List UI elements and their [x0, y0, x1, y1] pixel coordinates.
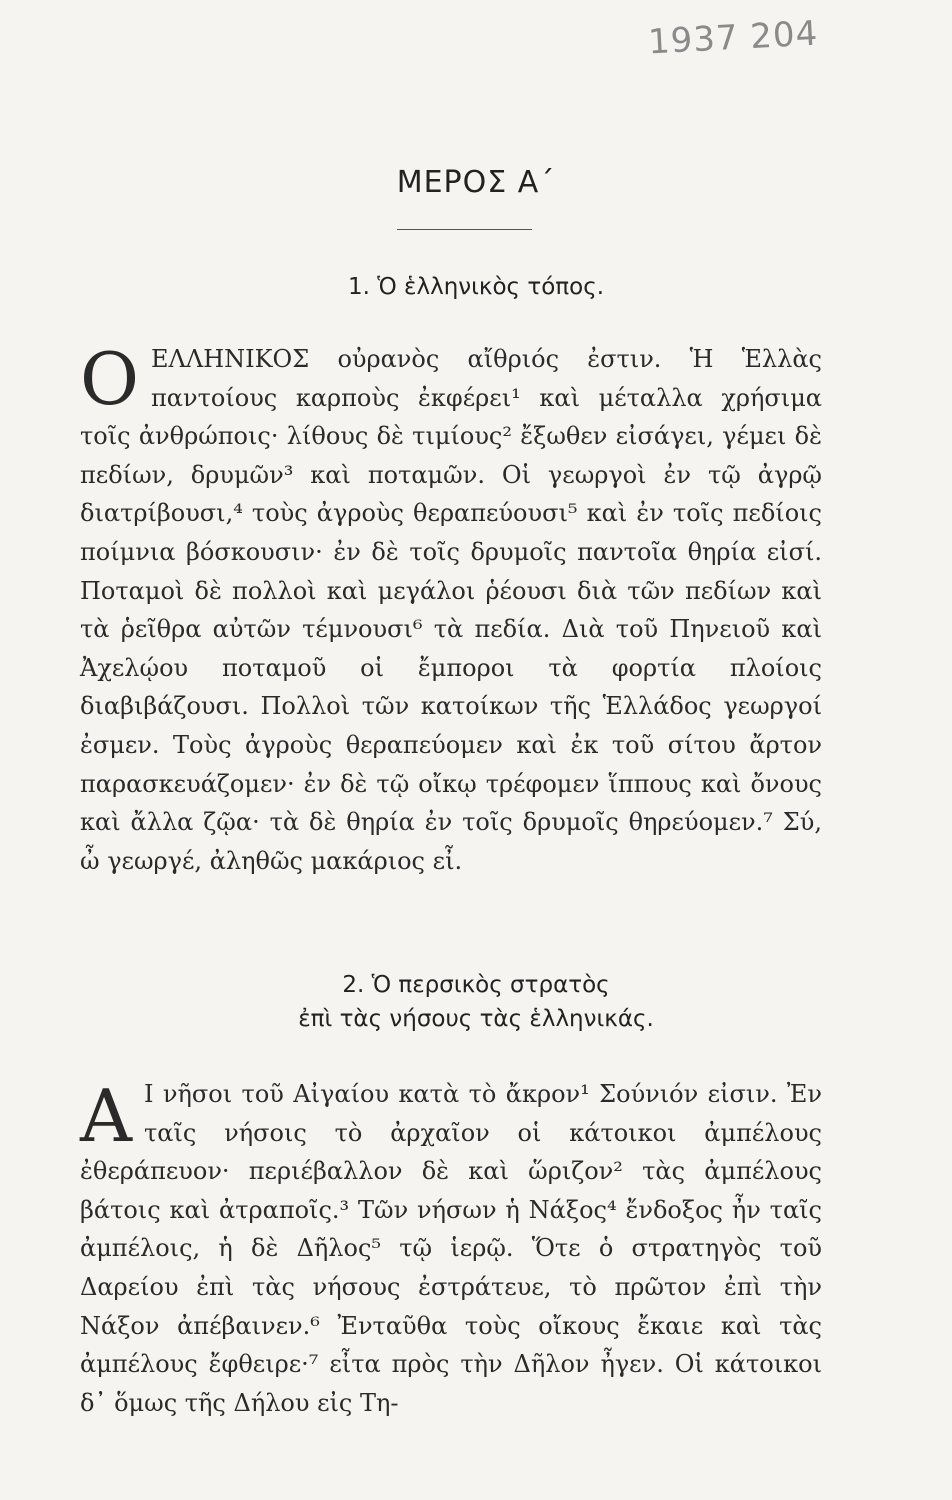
section-1-paragraph: ΕΛΛΗΝΙΚΟΣ οὐρανὸς αἴθριός ἐστιν. Ἡ Ἑλλὰς παντοίους καρποὺς ἐκφέρει¹ καὶ μέταλλα χρήσιμα τοῖς ἀνθρώποις· λίθους δὲ τιμίους² ἔξωθεν εἰσάγει, γέμει δὲ πεδίων, δρυμῶν³ καὶ ποταμῶν. Οἱ γεωργοὶ ἐν τῷ ἀγρῷ διατρίβουσι,⁴ τοὺς ἀγροὺς θεραπεύουσι⁵ καὶ ἐν τοῖς πεδίοις ποίμνια βόσκουσιν· ἐν δὲ τοῖς δρυμοῖς παντοῖα θηρία εἰσί. Ποταμοὶ δὲ πολλοὶ καὶ μεγάλοι ῥέουσι διὰ τῶν πεδίων καὶ τὰ ῥεῖθρα αὐτῶν τέμνουσι⁶ τὰ πεδία. Διὰ τοῦ Πηνειοῦ καὶ Ἀχελῴου ποταμοῦ οἱ ἔμποροι τὰ φορτία πλοίοις διαβιβάζουσι. Πολλοὶ τῶν κατοίκων τῆς Ἑλλάδος γεωργοί ἐσμεν. Τοὺς ἀγροὺς θεραπεύομεν καὶ ἐκ τοῦ σίτου ἄρτον παρασκευάζομεν· ἐν δὲ τῷ οἴκῳ τρέφομεν ἵππους καὶ ὄνους καὶ ἄλλα ζῷα· τὰ δὲ θηρία ἐν τοῖς δρυμοῖς θηρεύομεν.⁷ Σύ, ὦ γεωργέ, ἀληθῶς μακάριος εἶ.	[80, 345, 822, 875]
section-2-title-line2: ἐπὶ τὰς νήσους τὰς ἑλληνικάς.	[298, 1006, 654, 1032]
section-2-paragraph: Ι νῆσοι τοῦ Αἰγαίου κατὰ τὸ ἄκρον¹ Σούνιόν εἰσιν. Ἐν ταῖς νήσοις τὸ ἀρχαῖον οἱ κάτοικοι ἀμπέλους ἐθεράπευον· περιέβαλλον δὲ καὶ ὥριζον² τὰς ἀμπέλους βάτοις καὶ ἀτραποῖς.³ Τῶν νήσων ἡ Νάξος⁴ ἔνδοξος ἦν ταῖς ἀμπέλοις, ἡ δὲ Δῆλος⁵ τῷ ἱερῷ. Ὅτε ὁ στρατηγὸς τοῦ Δαρείου ἐπὶ τὰς νήσους ἐστράτευε, τὸ πρῶτον ἐπὶ τὴν Νάξον ἀπέβαινεν.⁶ Ἐνταῦθα τοὺς οἴκους ἔκαιε καὶ τὰς ἀμπέλους ἔφθειρε·⁷ εἶτα πρὸς τὴν Δῆλον ἦγεν. Οἱ κάτοικοι δ᾽ ὅμως τῆς Δήλου εἰς Τη-	[80, 1080, 822, 1417]
section-1-dropcap: Ο	[80, 337, 140, 421]
section-1-body	[80, 337, 822, 880]
section-1-title: 1. Ὁ ἑλληνικὸς τόπος.	[347, 274, 605, 300]
handwritten-catalog-number: 1937 204	[647, 13, 820, 63]
title-divider	[397, 229, 532, 230]
section-2-title	[0, 968, 952, 1036]
section-2-title-line1: 2. Ὁ περσικὸς στρατὸς	[342, 972, 610, 998]
section-2-body	[80, 1075, 822, 1422]
part-title: ΜΕΡΟΣ Α΄	[396, 165, 556, 200]
section-2-dropcap: Α	[80, 1074, 132, 1158]
